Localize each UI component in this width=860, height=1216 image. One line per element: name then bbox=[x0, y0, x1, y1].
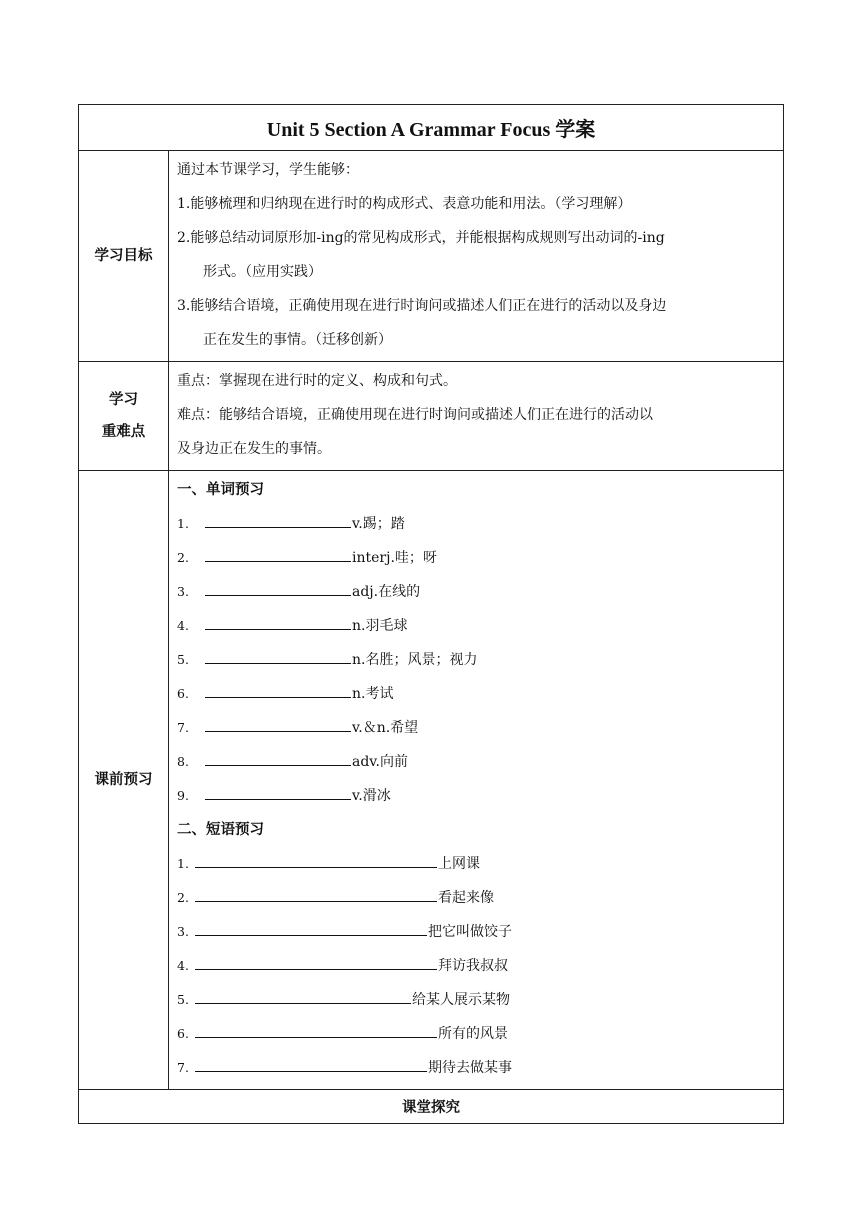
vocab-answer-blank[interactable] bbox=[205, 751, 351, 766]
objectives-content bbox=[169, 151, 784, 362]
phrases-answer-blank[interactable] bbox=[195, 955, 437, 970]
vocab-meaning: n.羽毛球 bbox=[352, 618, 408, 634]
vocab-answer-blank[interactable] bbox=[205, 683, 351, 698]
vocab-answer-blank[interactable] bbox=[205, 513, 351, 528]
vocab-item bbox=[177, 677, 777, 711]
vocab-number: 7. bbox=[177, 720, 189, 735]
vocab-answer-blank[interactable] bbox=[205, 785, 351, 800]
phrases-number: 4. bbox=[177, 958, 189, 973]
vocab-meaning: v.踢；踏 bbox=[352, 516, 405, 532]
vocab-number: 8. bbox=[177, 754, 189, 769]
vocab-answer-blank[interactable] bbox=[205, 717, 351, 732]
phrases-item bbox=[177, 881, 777, 915]
phrases-number: 5. bbox=[177, 992, 189, 1007]
phrases-meaning: 期待去做某事 bbox=[428, 1060, 512, 1076]
preview-label: 课前预习 bbox=[79, 471, 169, 1090]
key-point: 重点：掌握现在进行时的定义、构成和句式。 bbox=[177, 373, 457, 389]
phrases-meaning: 把它叫做饺子 bbox=[428, 924, 512, 940]
vocab-number: 9. bbox=[177, 788, 189, 803]
phrases-meaning: 拜访我叔叔 bbox=[438, 958, 508, 974]
phrases-answer-blank[interactable] bbox=[195, 1023, 437, 1038]
phrases-answer-blank[interactable] bbox=[195, 989, 411, 1004]
phrases-item bbox=[177, 1051, 777, 1085]
vocab-number: 4. bbox=[177, 618, 189, 633]
key-points-label-line1: 学习 bbox=[109, 392, 138, 408]
vocab-meaning: n.考试 bbox=[352, 686, 394, 702]
vocab-section-title: 一、单词预习 bbox=[177, 482, 264, 498]
vocab-number: 1. bbox=[177, 516, 189, 531]
vocab-number: 6. bbox=[177, 686, 189, 701]
key-points-label-line2: 重难点 bbox=[101, 424, 146, 440]
phrase-list bbox=[177, 847, 777, 1085]
phrases-item bbox=[177, 983, 777, 1017]
vocab-item bbox=[177, 507, 777, 541]
vocab-number: 5. bbox=[177, 652, 189, 667]
vocab-meaning: n.名胜；风景；视力 bbox=[352, 652, 478, 668]
phrases-number: 3. bbox=[177, 924, 189, 939]
phrases-meaning: 看起来像 bbox=[438, 890, 494, 906]
phrases-number: 2. bbox=[177, 890, 189, 905]
vocab-item bbox=[177, 745, 777, 779]
vocab-meaning: adv.向前 bbox=[352, 754, 409, 770]
objective-3: 3.能够结合语境，正确使用现在进行时询问或描述人们正在进行的活动以及身边 bbox=[177, 298, 667, 314]
difficult-point-cont: 及身边正在发生的事情。 bbox=[177, 441, 331, 457]
phrases-meaning: 给某人展示某物 bbox=[412, 992, 510, 1008]
vocab-answer-blank[interactable] bbox=[205, 649, 351, 664]
phrases-answer-blank[interactable] bbox=[195, 853, 437, 868]
preview-content bbox=[169, 471, 784, 1090]
vocab-meaning: adj.在线的 bbox=[352, 584, 421, 600]
phrases-item bbox=[177, 915, 777, 949]
vocab-item bbox=[177, 541, 777, 575]
objectives-intro: 通过本节课学习，学生能够： bbox=[177, 162, 359, 178]
difficult-point: 难点：能够结合语境，正确使用现在进行时询问或描述人们正在进行的活动以 bbox=[177, 407, 653, 423]
vocab-answer-blank[interactable] bbox=[205, 615, 351, 630]
phrases-meaning: 上网课 bbox=[438, 856, 480, 872]
vocab-list bbox=[177, 507, 777, 813]
vocab-meaning: interj.哇；呀 bbox=[352, 550, 437, 566]
phrases-number: 1. bbox=[177, 856, 189, 871]
vocab-number: 3. bbox=[177, 584, 189, 599]
phrases-item bbox=[177, 1017, 777, 1051]
vocab-item bbox=[177, 711, 777, 745]
vocab-answer-blank[interactable] bbox=[205, 581, 351, 596]
objective-2-cont: 形式。（应用实践） bbox=[203, 264, 322, 280]
objective-2: 2.能够总结动词原形加-ing的常见构成形式，并能根据构成规则写出动词的-ing bbox=[177, 230, 665, 246]
vocab-item bbox=[177, 643, 777, 677]
objective-1: 1.能够梳理和归纳现在进行时的构成形式、表意功能和用法。（学习理解） bbox=[177, 196, 632, 212]
vocab-meaning: v.滑冰 bbox=[352, 788, 391, 804]
key-points-label bbox=[79, 362, 169, 471]
key-points-content bbox=[169, 362, 784, 471]
vocab-item bbox=[177, 779, 777, 813]
phrase-section-title: 二、短语预习 bbox=[177, 822, 264, 838]
phrases-answer-blank[interactable] bbox=[195, 1057, 427, 1072]
objective-3-cont: 正在发生的事情。（迁移创新） bbox=[203, 332, 392, 348]
phrases-answer-blank[interactable] bbox=[195, 887, 437, 902]
vocab-answer-blank[interactable] bbox=[205, 547, 351, 562]
objectives-label: 学习目标 bbox=[79, 151, 169, 362]
worksheet-table bbox=[78, 104, 784, 1124]
phrases-item bbox=[177, 949, 777, 983]
phrases-number: 6. bbox=[177, 1026, 189, 1041]
phrases-number: 7. bbox=[177, 1060, 189, 1075]
vocab-number: 2. bbox=[177, 550, 189, 565]
phrases-item bbox=[177, 847, 777, 881]
page-title: Unit 5 Section A Grammar Focus 学案 bbox=[79, 105, 784, 151]
classroom-inquiry-heading: 课堂探究 bbox=[79, 1090, 784, 1124]
phrases-meaning: 所有的风景 bbox=[438, 1026, 508, 1042]
vocab-meaning: v.＆n.希望 bbox=[352, 720, 419, 736]
vocab-item bbox=[177, 575, 777, 609]
vocab-item bbox=[177, 609, 777, 643]
phrases-answer-blank[interactable] bbox=[195, 921, 427, 936]
